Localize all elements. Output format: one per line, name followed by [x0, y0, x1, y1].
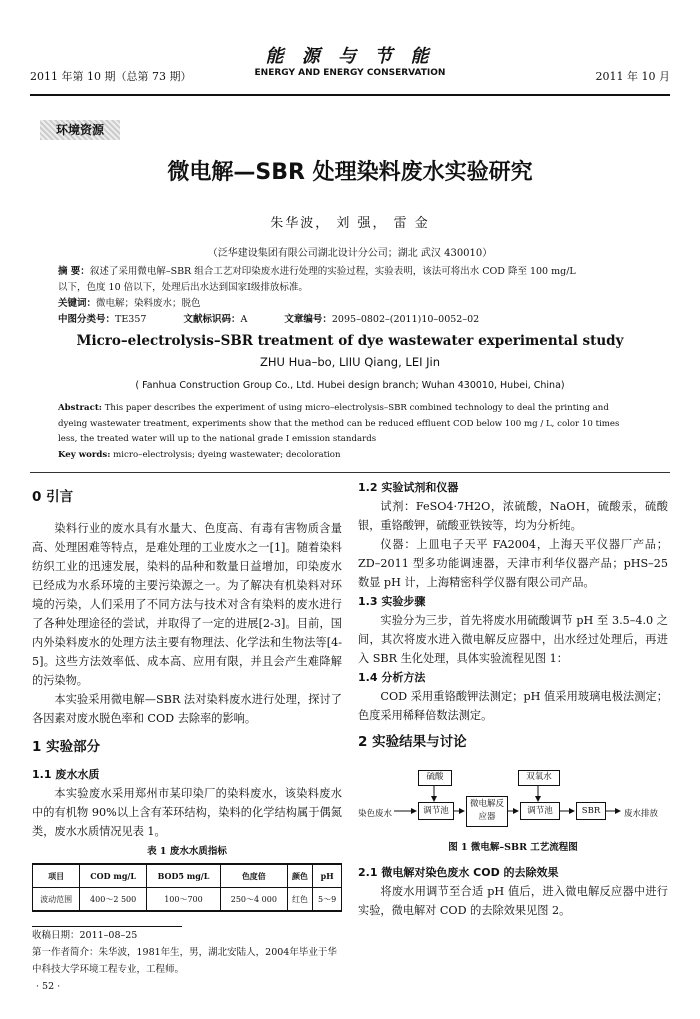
keywords-text: 微电解；染料废水；脱色: [96, 298, 201, 309]
abstract-text: 叙述了采用微电解–SBR 组合工艺对印染废水进行处理的实验过程，实验表明，该法可将出水 COD 降至 100 mg/L: [89, 266, 576, 277]
table-header-cell: 色度倍: [221, 864, 288, 888]
flow-box-sbr: SBR: [576, 802, 606, 820]
abstract-text-2: 以下，色度 10 倍以下，处理后出水达到国家Ⅰ级排放标准。: [58, 282, 308, 293]
abstract-cn: [58, 264, 658, 328]
flow-box-acid: 硫酸: [418, 770, 452, 786]
table-cell: 5～9: [313, 888, 342, 912]
header-divider: [30, 94, 670, 96]
en-abstract: [58, 401, 658, 463]
table-cell: 波动范围: [33, 888, 80, 912]
flow-input: 染色废水: [358, 809, 393, 819]
section-2-1-title: 2.1 微电解对染色废水 COD 的去除效果: [358, 866, 559, 879]
flow-box-tank-2: 调节池: [520, 802, 560, 820]
table-row: [33, 888, 342, 912]
table-cell: 400～2 500: [80, 888, 147, 912]
article-value: 2095–0802–(2011)10–0052–02: [331, 314, 480, 325]
en-abstract-line-1: This paper describes the experiment of using micro–electrolysis–SBR combined technology to deal the printing and: [104, 403, 609, 413]
author-bio: 第一作者简介：朱华波，1981年生，男，湖北安陆人，2004年毕业于华中科技大学环境工程专业，工程师。: [32, 947, 337, 975]
paper-title: 微电解—SBR 处理染料废水实验研究: [167, 160, 533, 185]
table-caption: 表 1 废水水质指标: [147, 846, 227, 857]
doc-value: A: [240, 314, 248, 325]
section-badge: 环境资源: [40, 120, 120, 140]
journal-name-cn: 能 源 与 节 能: [265, 46, 435, 67]
page-number: · 52 ·: [36, 981, 61, 992]
flow-connectors: [358, 758, 668, 836]
section-0-title: 0 引言: [32, 489, 74, 505]
flow-box-reactor: 微电解反应器: [466, 796, 508, 827]
issue-date: 2011 年 10 月: [595, 70, 670, 83]
doc-label: 文献标识码：: [183, 314, 241, 325]
left-column: [32, 484, 342, 995]
section-1-1-title: 1.1 废水水质: [32, 768, 100, 781]
section-1-3-para: 实验分为三步，首先将废水用硫酸调节 pH 至 3.5–4.0 之间，其次将废水进入微电解反应器中，出水经过处理后，再进入 SBR 生化处理，具体实验流程见图 1：: [358, 614, 668, 665]
clc-value: TE357: [115, 314, 147, 325]
table-cell: 250～4 000: [221, 888, 288, 912]
issue-info: 2011 年第 10 期（总第 73 期）: [30, 70, 192, 83]
section-1-4-para: COD 采用重铬酸钾法测定；pH 值采用玻璃电极法测定；色度采用稀释倍数法测定。: [358, 690, 668, 722]
affiliation: （泛华建设集团有限公司湖北设计分公司；湖北 武汉 430010）: [207, 248, 493, 259]
table-header-cell: 项目: [33, 864, 80, 888]
abstract-label: 摘 要：: [58, 266, 90, 277]
section-1-2-para-2: 仪器：上皿电子天平 FA2004，上海天平仪器厂产品；ZD–2011 型多功能调速器，天津市利华仪器产品；pHS–25 数显 pH 计，上海精密科学仪器有限公司产品。: [358, 538, 668, 589]
section-1-4-title: 1.4 分析方法: [358, 671, 426, 684]
table-header-cell: 颜色: [287, 864, 313, 888]
water-quality-table: [32, 863, 342, 912]
process-flow-diagram: [358, 758, 668, 836]
en-abstract-line-3: less, the treated water will up to the national grade Ⅰ emission standards: [58, 434, 377, 444]
keywords-label: 关键词：: [58, 298, 97, 309]
section-2-1-para: 将废水用调节至合适 pH 值后，进入微电解反应器中进行实验，微电解对 COD 的去除效果见图 2。: [358, 885, 668, 917]
table-cell: 100～700: [146, 888, 220, 912]
section-2-title: 2 实验结果与讨论: [358, 734, 467, 750]
section-1-2-title: 1.2 实验试剂和仪器: [358, 481, 459, 494]
table-header-cell: pH: [313, 864, 342, 888]
received-date: 收稿日期：2011–08–25: [32, 930, 138, 941]
flow-output: 废水排放: [624, 809, 659, 819]
en-keywords: micro–electrolysis; dyeing wastewater; decoloration: [113, 449, 341, 460]
table-header-cell: BOD5 mg/L: [146, 864, 220, 888]
en-abstract-label: Abstract:: [58, 403, 102, 413]
journal-name-en: ENERGY AND ENERGY CONSERVATION: [254, 68, 446, 78]
table-cell: 红色: [287, 888, 313, 912]
flow-box-h2o2: 双氧水: [518, 770, 560, 786]
journal-name: [30, 42, 670, 78]
section-0-para-2: 本实验采用微电解—SBR 法对染料废水进行处理，探讨了各因素对废水脱色率和 COD 去除率的影响。: [32, 693, 342, 725]
article-label: 文章编号：: [284, 314, 332, 325]
en-keywords-label: Key words:: [58, 449, 111, 460]
en-authors: ZHU Hua–bo, LIIU Qiang, LEI Jin: [259, 355, 441, 369]
en-abstract-line-2: dyeing wastewater treatment, experiments show that the method can be reduced effluent COD below 100 mg / L, color 10 times: [58, 418, 620, 429]
figure-caption: 图 1 微电解–SBR 工艺流程图: [448, 842, 578, 853]
page-header: [30, 40, 670, 100]
flow-box-tank-1: 调节池: [418, 802, 454, 820]
en-affiliation: ( Fanhua Construction Group Co., Ltd. Hubei design branch; Wuhan 430010, Hubei, China): [135, 380, 565, 391]
table-header-row: [33, 864, 342, 888]
section-1-2-para-1: 试剂：FeSO4·7H2O，浓硫酸，NaOH，硫酸汞，硫酸银，重铬酸钾，硫酸亚铁铵等，均为分析纯。: [358, 500, 668, 532]
right-column: [358, 478, 668, 920]
section-0-para-1: 染料行业的废水具有水量大、色度高、有毒有害物质含量高、处理困难等特点，是难处理的工业废水之一[1]。随着染料纺织工业的迅速发展，染料的品种和数量日益增加，印染废水已经成为水系环境的主要污染源之一。为了解决有机染料对环境的污染，人们采用了不同方法与技术对含有染料的废水进行了各种处理途径的尝试，并取得了一定的进展[2-3]。目前，国内外染料废水的处理方法主要有物理法、化学法和生物法等[4-5]。这些方法效率低、成本高、应用有限，并且会产生难降解的污染物。: [32, 522, 342, 687]
section-1-1-para: 本实验废水采用郑州市某印染厂的染料废水，该染料废水中的有机物 90%以上含有苯环结构，染料的化学结构属于偶氮类，废水水质情况见表 1。: [32, 787, 342, 838]
classification: [58, 312, 658, 328]
en-title: Micro–electrolysis–SBR treatment of dye wastewater experimental study: [76, 333, 624, 349]
section-1-title: 1 实验部分: [32, 739, 101, 755]
clc-label: 中图分类号：: [58, 314, 116, 325]
section-1-3-title: 1.3 实验步骤: [358, 595, 426, 608]
abstract-divider: [30, 472, 670, 473]
authors: 朱华波， 刘 强， 雷 金: [270, 216, 430, 231]
table-header-cell: COD mg/L: [80, 864, 147, 888]
